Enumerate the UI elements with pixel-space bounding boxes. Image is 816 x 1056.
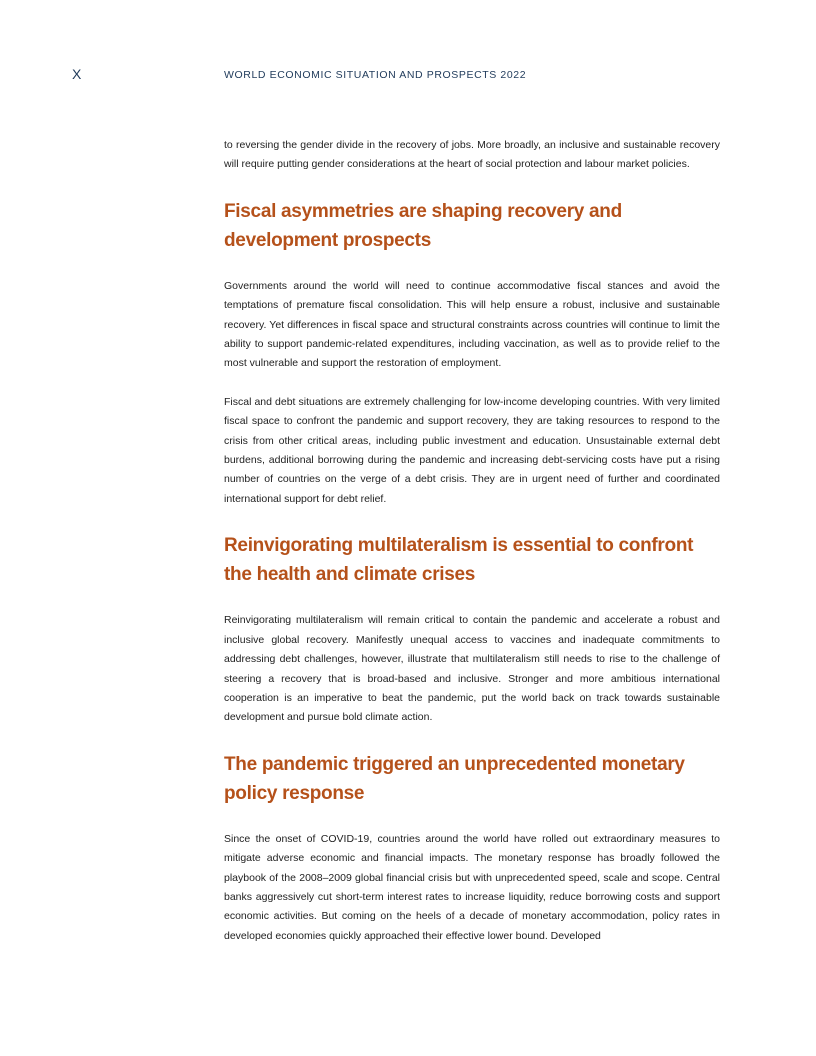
page-body [224, 136, 720, 946]
running-header: WORLD ECONOMIC SITUATION AND PROSPECTS 2022 [224, 69, 527, 81]
paragraph-monetary-response: Since the onset of COVID-19, countries around the world have rolled out extraordinary measures to mitigate adverse economic and financial impacts. The monetary response has broadly followed the playbook of the 2008–2009 global financial crisis but with unprecedented speed, scale and scope. Central banks aggressively cut short-term interest rates to increase liquidity, reduce borrowing costs and support economic activities. But coming on the heels of a decade of monetary accommodation, policy rates in developed economies quickly approached their effective lower bound. Developed [224, 832, 720, 942]
section-heading-multilateralism: Reinvigorating multilateralism is essential to confront the health and climate crises [224, 535, 694, 586]
paragraph-multilateralism: Reinvigorating multilateralism will remain critical to contain the pandemic and accelerate a robust and inclusive global recovery. Manifestly unequal access to vaccines and inadequate commitments to addressing debt challenges, however, illustrate that multilateralism still needs to rise to the challenge of steering a recovery that is broad-based and inclusive. Stronger and more ambitious international cooperation is an imperative to beat the pandemic, put the world back on track towards sustainable development and pursue bold climate action. [224, 614, 720, 724]
section-heading-monetary-response: The pandemic triggered an unprecedented monetary policy response [224, 753, 685, 804]
page-number: X [72, 66, 82, 82]
section-heading-fiscal-asymmetries: Fiscal asymmetries are shaping recovery and development prospects [224, 200, 622, 251]
paragraph-gender-recovery: to reversing the gender divide in the recovery of jobs. More broadly, an inclusive and sustainable recovery will require putting gender considerations at the heart of social protection and labour market policies. [224, 139, 720, 171]
paragraph-debt-situations: Fiscal and debt situations are extremely challenging for low-income developing countries. With very limited fiscal space to confront the pandemic and support recovery, they are taking resources to respond to the crisis from other critical areas, including public investment and education. Unsustainable external debt burdens, additional borrowing during the pandemic and increasing debt-servicing costs have put a rising number of countries on the verge of a debt crisis. They are in urgent need of further and coordinated international support for debt relief. [224, 395, 720, 505]
paragraph-fiscal-stances: Governments around the world will need to continue accommodative fiscal stances and avoid the temptations of premature fiscal consolidation. This will help ensure a robust, inclusive and sustainable recovery. Yet differences in fiscal space and structural constraints across countries will continue to limit the ability to support pandemic-related expenditures, including vaccination, as well as to provide relief to the most vulnerable and support the restoration of employment. [224, 279, 720, 370]
